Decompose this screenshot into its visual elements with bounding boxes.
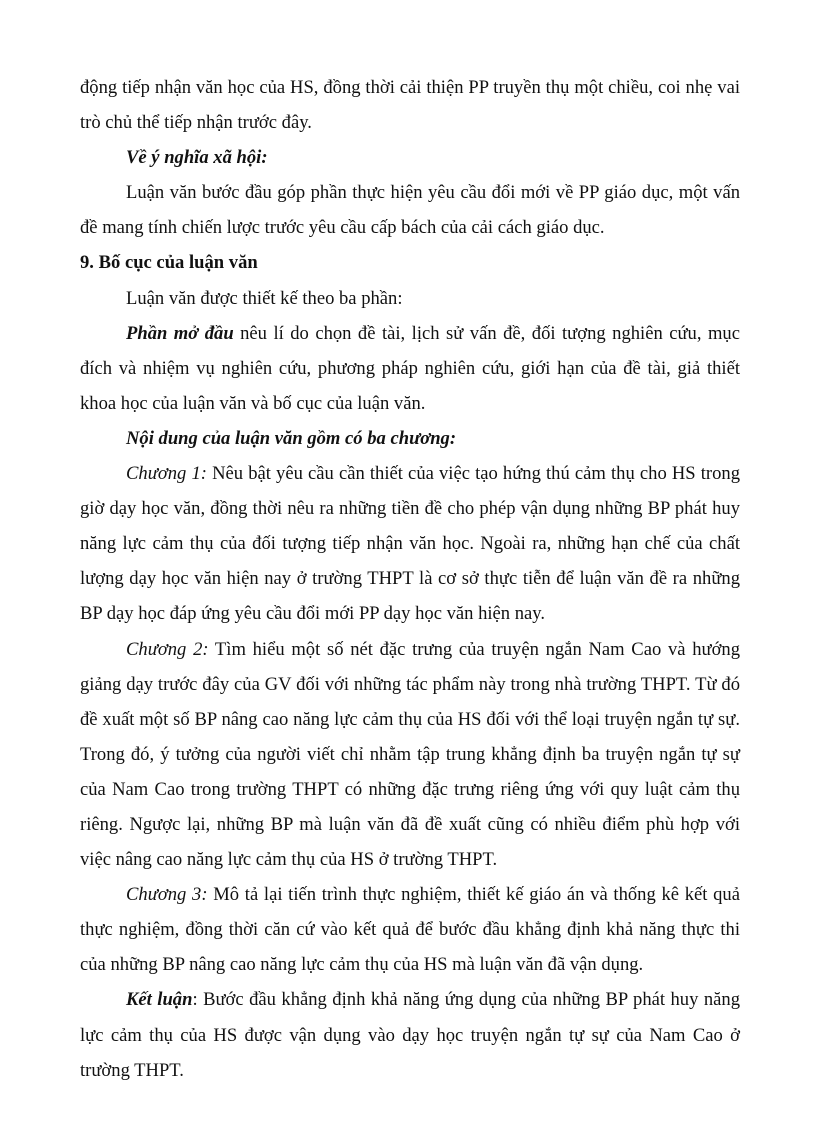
paragraph-chapter-2 [80,632,740,878]
chapter-3-text: Mô tả lại tiến trình thực nghiệm, thiết kế giáo án và thống kê kết quả thực nghiệm, đồng thời căn cứ vào kết quả để bước đầu khẳng định khả năng thực thi của những BP nâng cao năng lực cảm thụ của HS mà luận văn đã vận dụng. [80,884,740,976]
document-page [80,70,740,1088]
chapter-2-label: Chương 2: [126,638,209,660]
chapter-2-text: Tìm hiểu một số nét đặc trưng của truyện ngắn Nam Cao và hướng giảng dạy trước đây của GV đối với những tác phẩm này trong nhà trường THPT. Từ đó đề xuất một số BP nâng cao năng lực cảm thụ của HS đối với thể loại truyện ngắn tự sự. Trong đó, ý tưởng của người viết chỉ nhằm tập trung khẳng định ba truyện ngắn tự sự của Nam Cao trong trường THPT có những đặc trưng riêng ứng với quy luật cảm thụ riêng. Ngược lại, những BP mà luận văn đã đề xuất cũng có nhiều điểm phù hợp với việc nâng cao năng lực cảm thụ của HS ở trường THPT. [80,638,741,871]
chapter-3-label: Chương 3: [126,884,208,906]
paragraph-continuation: động tiếp nhận văn học của HS, đồng thời cải thiện PP truyền thụ một chiều, coi nhẹ vai trò chủ thể tiếp nhận trước đây. [80,77,740,134]
content-chapters-label: Nội dung của luận văn gồm có ba chương: [126,427,457,449]
conclusion-label: Kết luận [126,989,193,1011]
chapter-1-label: Chương 1: [126,463,207,485]
paragraph-chapter-3 [80,877,740,982]
paragraph-social-significance: Luận văn bước đầu góp phần thực hiện yêu cầu đổi mới về PP giáo dục, một vấn đề mang tính chiến lược trước yêu cầu cấp bách của cải cách giáo dục. [80,182,740,239]
conclusion-text: : Bước đầu khẳng định khả năng ứng dụng của những BP phát huy năng lực cảm thụ của HS được vận dụng vào dạy học truyện ngắn tự sự của Nam Cao ở trường THPT. [80,989,740,1081]
paragraph-chapter-1 [80,456,740,631]
paragraph-opening-part [80,316,740,421]
opening-part-label: Phần mở đầu [126,322,234,344]
chapter-1-text: Nêu bật yêu cầu cần thiết của việc tạo hứng thú cảm thụ cho HS trong giờ dạy học văn, đồng thời nêu ra những tiền đề cho phép vận dụng những BP phát huy năng lực cảm thụ của đối tượng tiếp nhận văn học. Ngoài ra, những hạn chế của chất lượng dạy học văn hiện nay ở trường THPT là cơ sở thực tiễn để luận văn đề ra những BP dạy học đáp ứng yêu cầu đổi mới PP dạy học văn hiện nay. [80,463,741,625]
subheading-social-significance: Về ý nghĩa xã hội: [126,147,268,169]
opening-part-text: nêu lí do chọn đề tài, lịch sử vấn đề, đối tượng nghiên cứu, mục đích và nhiệm vụ nghiên cứu, phương pháp nghiên cứu, giới hạn của đề tài, giả thiết khoa học của luận văn và bố cục của luận văn. [80,322,740,414]
section-9-title: 9. Bố cục của luận văn [80,252,258,274]
paragraph-structure-intro: Luận văn được thiết kế theo ba phần: [126,287,403,309]
paragraph-conclusion [80,982,740,1087]
